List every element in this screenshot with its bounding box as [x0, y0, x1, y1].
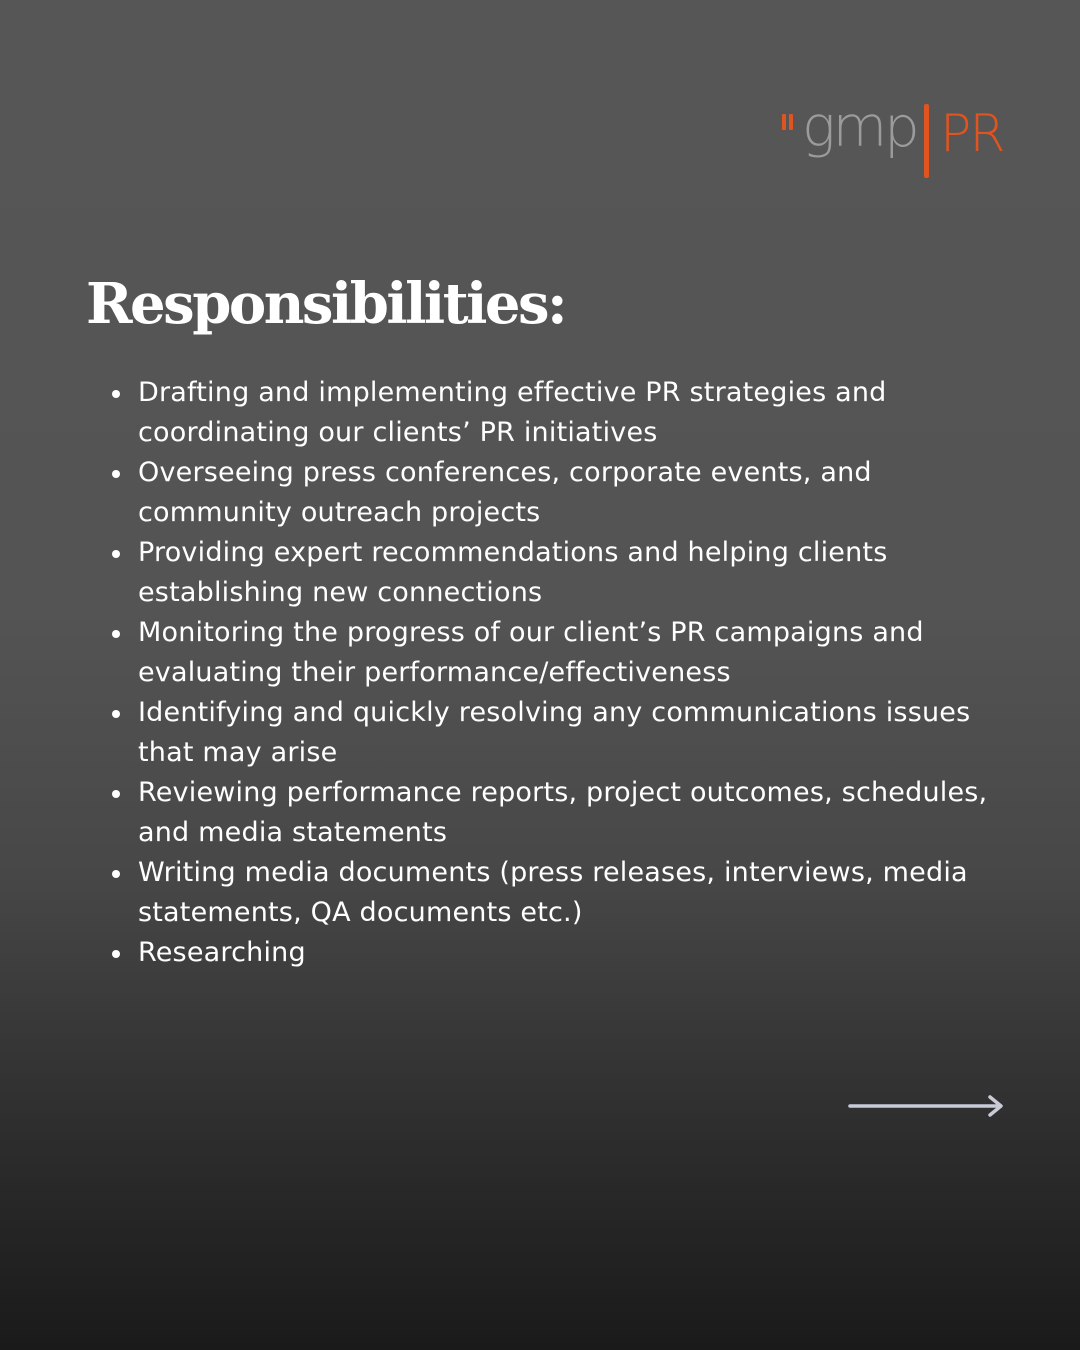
list-item: Identifying and quickly resolving any communications issues that may arise [138, 693, 1018, 773]
next-slide-button[interactable] [848, 1094, 1006, 1118]
page-title: Responsibilities: [86, 271, 566, 337]
list-item: Drafting and implementing effective PR strategies and coordinating our clients’ PR initiatives [138, 373, 1018, 453]
responsibilities-list [138, 373, 1018, 973]
logo-wordmark-gmp: gmp [802, 95, 917, 160]
logo-wordmark-pr: PR [940, 104, 1004, 164]
list-item: Writing media documents (press releases, interviews, media statements, QA documents etc.) [138, 853, 1018, 933]
list-item: Researching [138, 933, 1018, 973]
arrow-right-icon [848, 1094, 1006, 1118]
list-item: Providing expert recommendations and helping clients establishing new connections [138, 533, 1018, 613]
brand-logo [782, 95, 1004, 182]
logo-divider [924, 104, 929, 178]
logo-quote-mark [782, 114, 802, 134]
list-item: Reviewing performance reports, project outcomes, schedules, and media statements [138, 773, 1018, 853]
list-item: Overseeing press conferences, corporate events, and community outreach projects [138, 453, 1018, 533]
list-item: Monitoring the progress of our client’s PR campaigns and evaluating their performance/effectiveness [138, 613, 1018, 693]
